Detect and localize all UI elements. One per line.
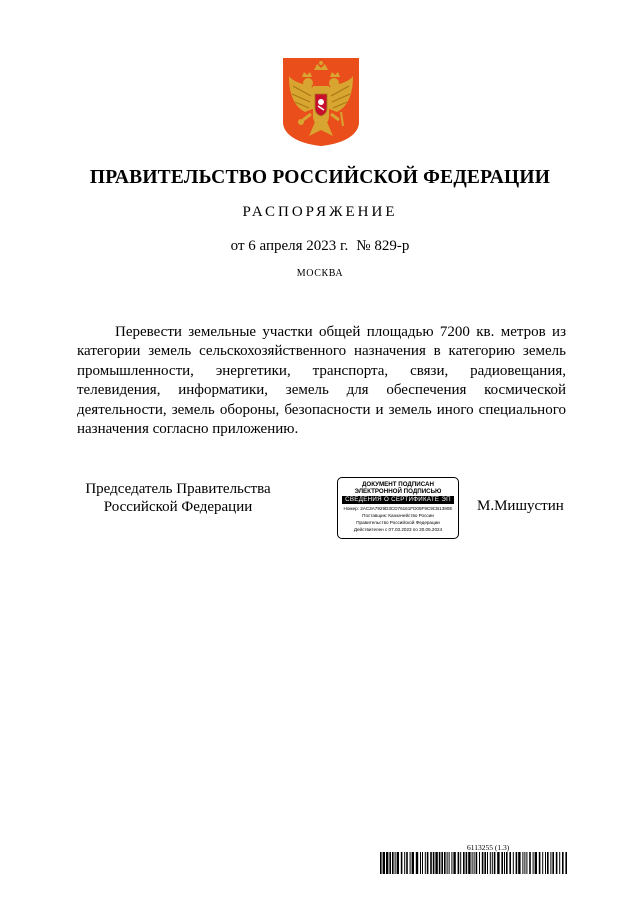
stamp-issuer-line1: Поставщик: Казначейство России (362, 513, 434, 519)
barcode-icon (380, 852, 568, 874)
stamp-title-line2: ЭЛЕКТРОННОЙ ПОДПИСЬЮ (354, 488, 442, 496)
order-body-text: Перевести земельные участки общей площадью 7200 кв. метров из категории земель сельскохозяйственного назначения в категорию земель промышленности, энергетики, транспорта, связи, радиовещания, телевидения, информатики, земель для обеспечения космической деятельности, земель обороны, безопасности и земель иного специального назначения согласно приложению. (77, 324, 566, 438)
signer-position-line1: Председатель Правительства (85, 481, 271, 497)
signer-position-line2: Российской Федерации (103, 499, 253, 515)
signer-position (78, 480, 278, 516)
government-title: ПРАВИТЕЛЬСТВО РОССИЙСКОЙ ФЕДЕРАЦИИ (89, 167, 551, 188)
stamp-title-line1: ДОКУМЕНТ ПОДПИСАН (362, 481, 434, 488)
document-number: № 829-р (356, 238, 410, 254)
document-date: от 6 апреля 2023 г. (230, 238, 349, 254)
stamp-issuer-line2: Правительство Российской Федерации (356, 519, 440, 525)
stamp-certificate-bar: СВЕДЕНИЯ О СЕРТИФИКАТЕ ЭП (342, 496, 454, 504)
document-type: РАСПОРЯЖЕНИЕ (242, 204, 398, 220)
signer-name: М.Мишустин (477, 498, 564, 514)
document-city: МОСКВА (296, 268, 344, 279)
stamp-validity: Действителен с 07.03.2023 по 30.05.2024 (353, 526, 443, 532)
electronic-signature-stamp (337, 477, 459, 539)
document-code: 6113255 (1.3) (467, 843, 510, 852)
document-date-line (0, 238, 640, 255)
coat-of-arms-emblem (281, 56, 361, 148)
stamp-serial: Номер: 2AC3A7929D3CD76161FD05F9C9CB1390E (343, 506, 453, 512)
